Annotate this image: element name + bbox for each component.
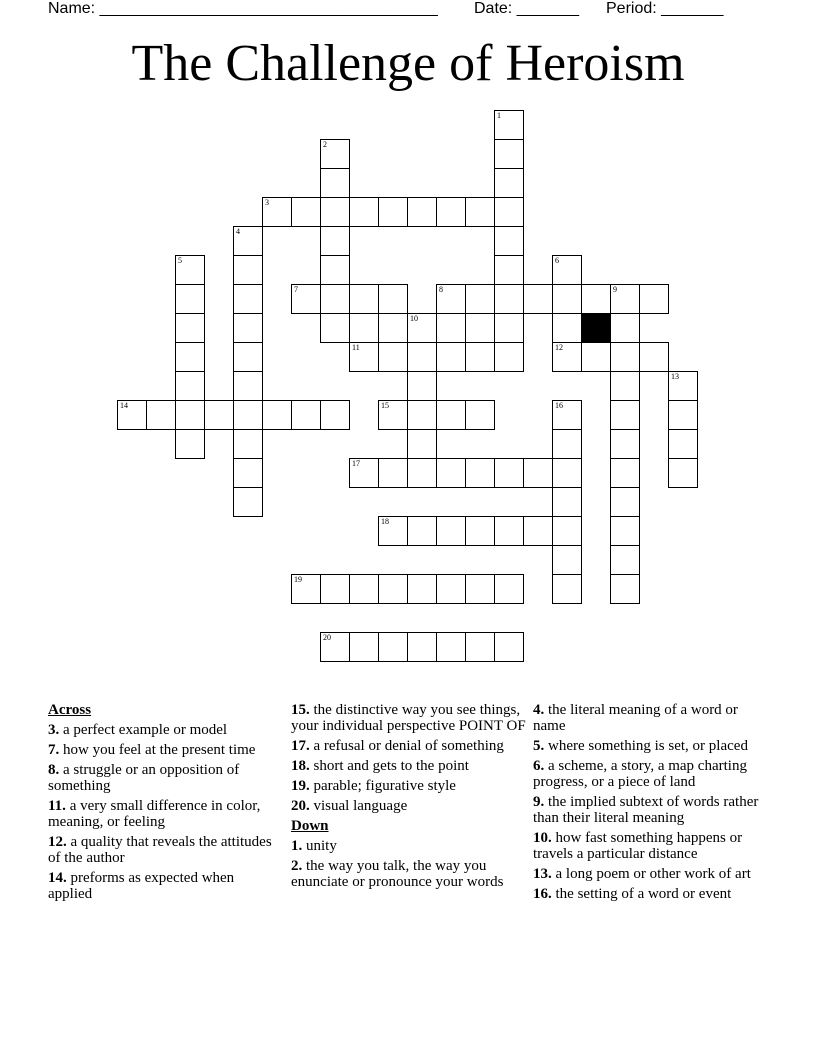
crossword-cell[interactable] <box>436 632 466 662</box>
clue-number: 14 <box>120 401 128 410</box>
clue-item <box>533 886 763 902</box>
clue-number: 16 <box>555 401 563 410</box>
clue-number: 19 <box>294 575 302 584</box>
crossword-cell[interactable] <box>146 400 176 430</box>
page-title: The Challenge of Heroism <box>131 35 685 92</box>
crossword-cell[interactable] <box>494 226 524 256</box>
name-field[interactable]: Name: ______________________________________ <box>48 0 438 17</box>
crossword-cell[interactable] <box>320 400 350 430</box>
clue-item <box>533 866 763 882</box>
clue-number-label: 1. <box>291 838 303 854</box>
clue-number-label: 4. <box>533 702 545 718</box>
crossword-cell[interactable] <box>291 400 321 430</box>
clue-number-label: 14. <box>48 870 67 886</box>
clue-text: a scheme, a story, a map charting progress, or a piece of land <box>533 758 747 790</box>
clue-number: 15 <box>381 401 389 410</box>
crossword-cell[interactable] <box>175 342 205 372</box>
crossword-cell[interactable] <box>378 632 408 662</box>
crossword-cell[interactable] <box>320 313 350 343</box>
crossword-cell[interactable] <box>610 313 640 343</box>
down-heading: Down <box>291 818 329 834</box>
clue-text: a long poem or other work of art <box>555 866 751 882</box>
crossword-cell[interactable] <box>610 487 640 517</box>
crossword-cell[interactable] <box>291 574 321 604</box>
crossword-cell[interactable] <box>581 284 611 314</box>
clue-number-label: 2. <box>291 858 303 874</box>
clue-number-label: 20. <box>291 798 310 814</box>
clue-number-label: 5. <box>533 738 545 754</box>
clue-number: 3 <box>265 198 269 207</box>
clue-item <box>48 762 273 794</box>
clue-number: 13 <box>671 372 679 381</box>
crossword-cell[interactable] <box>668 458 698 488</box>
clue-item <box>291 838 526 854</box>
crossword-cell[interactable] <box>552 342 582 372</box>
crossword-cell[interactable] <box>494 255 524 285</box>
crossword-cell[interactable] <box>175 429 205 459</box>
clue-number-label: 10. <box>533 830 552 846</box>
date-field[interactable]: Date: _______ <box>474 0 579 17</box>
clue-text: preforms as expected when applied <box>48 870 235 902</box>
crossword-cell[interactable] <box>552 516 582 546</box>
crossword-cell[interactable] <box>320 284 350 314</box>
crossword-cell[interactable] <box>552 284 582 314</box>
crossword-cell[interactable] <box>233 284 263 314</box>
clue-number: 18 <box>381 517 389 526</box>
crossword-cell[interactable] <box>465 197 495 227</box>
clue-number: 20 <box>323 633 331 642</box>
crossword-cell[interactable] <box>233 255 263 285</box>
crossword-cell[interactable] <box>465 400 495 430</box>
crossword-cell[interactable] <box>175 284 205 314</box>
crossword-cell[interactable] <box>494 574 524 604</box>
clue-text: the literal meaning of a word or name <box>533 702 738 734</box>
crossword-cell[interactable] <box>320 139 350 169</box>
clue-item <box>291 858 526 890</box>
crossword-cell[interactable] <box>494 168 524 198</box>
clue-text: the distinctive way you see things, your individual perspective POINT OF <box>291 702 526 734</box>
crossword-cell[interactable] <box>494 139 524 169</box>
crossword-cell[interactable] <box>349 284 379 314</box>
crossword-cell[interactable] <box>407 197 437 227</box>
crossword-cell[interactable] <box>320 255 350 285</box>
clue-number-label: 19. <box>291 778 310 794</box>
crossword-cell[interactable] <box>465 284 495 314</box>
clue-item <box>291 758 526 774</box>
crossword-cell[interactable] <box>378 313 408 343</box>
clue-text: a struggle or an opposition of something <box>48 762 240 794</box>
clue-item <box>533 758 763 790</box>
crossword-cell[interactable] <box>233 342 263 372</box>
crossword-cell[interactable] <box>523 458 553 488</box>
crossword-cell[interactable] <box>407 313 437 343</box>
crossword-cell[interactable] <box>639 284 669 314</box>
crossword-cell[interactable] <box>465 632 495 662</box>
crossword-cell[interactable] <box>610 574 640 604</box>
crossword-cell[interactable] <box>610 400 640 430</box>
crossword-cell[interactable] <box>494 110 524 140</box>
clue-number-label: 16. <box>533 886 552 902</box>
clue-number-label: 13. <box>533 866 552 882</box>
clue-number: 11 <box>352 343 360 352</box>
crossword-cell[interactable] <box>407 400 437 430</box>
crossword-cell[interactable] <box>465 574 495 604</box>
clue-text: how fast something happens or travels a particular distance <box>533 830 743 862</box>
crossword-cell[interactable] <box>117 400 147 430</box>
crossword-cell[interactable] <box>378 400 408 430</box>
crossword-cell[interactable] <box>494 342 524 372</box>
crossword-cell[interactable] <box>552 487 582 517</box>
crossword-cell[interactable] <box>233 226 263 256</box>
crossword-cell[interactable] <box>262 400 292 430</box>
clue-column-1 <box>48 702 273 906</box>
clue-item <box>533 830 763 862</box>
crossword-cell[interactable] <box>349 342 379 372</box>
crossword-cell[interactable] <box>407 371 437 401</box>
crossword-cell[interactable] <box>552 313 582 343</box>
crossword-cell[interactable] <box>320 197 350 227</box>
clue-number-label: 6. <box>533 758 545 774</box>
crossword-cell[interactable] <box>436 400 466 430</box>
crossword-cell[interactable] <box>378 197 408 227</box>
clue-item <box>291 702 526 734</box>
crossword-cell[interactable] <box>407 632 437 662</box>
crossword-cell[interactable] <box>465 313 495 343</box>
crossword-cell[interactable] <box>378 458 408 488</box>
clue-number: 12 <box>555 343 563 352</box>
crossword-cell[interactable] <box>349 313 379 343</box>
crossword-cell[interactable] <box>552 574 582 604</box>
clue-number-label: 15. <box>291 702 310 718</box>
crossword-cell[interactable] <box>407 458 437 488</box>
clue-text: a quality that reveals the attitudes of the author <box>48 834 272 866</box>
clue-text: the implied subtext of words rather than their literal meaning <box>533 794 759 826</box>
clue-number: 5 <box>178 256 182 265</box>
crossword-cell[interactable] <box>378 342 408 372</box>
crossword-cell[interactable] <box>320 574 350 604</box>
clue-item <box>533 794 763 826</box>
crossword-cell[interactable] <box>523 516 553 546</box>
crossword-cell[interactable] <box>465 458 495 488</box>
crossword-cell[interactable] <box>494 313 524 343</box>
crossword-cell[interactable] <box>378 516 408 546</box>
clue-number: 4 <box>236 227 240 236</box>
crossword-cell[interactable] <box>233 313 263 343</box>
crossword-cell[interactable] <box>494 516 524 546</box>
crossword-cell[interactable] <box>349 458 379 488</box>
clue-item <box>48 870 273 902</box>
crossword-cell[interactable] <box>378 574 408 604</box>
clue-number: 17 <box>352 459 360 468</box>
crossword-cell[interactable] <box>494 197 524 227</box>
clue-number-label: 9. <box>533 794 545 810</box>
crossword-cell[interactable] <box>436 458 466 488</box>
clue-number-label: 12. <box>48 834 67 850</box>
crossword-cell[interactable] <box>407 574 437 604</box>
crossword-cell[interactable] <box>378 284 408 314</box>
crossword-cell[interactable] <box>175 371 205 401</box>
clue-number-label: 11. <box>48 798 66 814</box>
clue-item <box>48 798 273 830</box>
clue-item <box>48 722 273 738</box>
crossword-cell[interactable] <box>233 429 263 459</box>
crossword-cell[interactable] <box>262 197 292 227</box>
crossword-cell[interactable] <box>465 516 495 546</box>
crossword-cell[interactable] <box>291 197 321 227</box>
crossword-cell[interactable] <box>610 545 640 575</box>
crossword-cell[interactable] <box>407 342 437 372</box>
crossword-cell[interactable] <box>407 516 437 546</box>
crossword-cell[interactable] <box>610 429 640 459</box>
crossword-cell[interactable] <box>436 574 466 604</box>
clue-number-label: 3. <box>48 722 60 738</box>
clue-item <box>48 834 273 866</box>
clue-text: a perfect example or model <box>63 722 228 738</box>
crossword-cell[interactable] <box>668 429 698 459</box>
clue-item <box>48 742 273 758</box>
crossword-cell[interactable] <box>436 284 466 314</box>
clue-item <box>291 778 526 794</box>
crossword-cell[interactable] <box>494 632 524 662</box>
crossword-cell[interactable] <box>233 458 263 488</box>
crossword-cell[interactable] <box>320 632 350 662</box>
clue-text: visual language <box>313 798 408 814</box>
crossword-cell[interactable] <box>233 400 263 430</box>
clue-number: 10 <box>410 314 418 323</box>
clue-number-label: 7. <box>48 742 60 758</box>
across-heading: Across <box>48 702 92 718</box>
crossword-cell[interactable] <box>320 168 350 198</box>
clue-text: a very small difference in color, meaning, or feeling <box>48 798 261 830</box>
clue-number-label: 17. <box>291 738 310 754</box>
period-field[interactable]: Period: _______ <box>606 0 724 17</box>
clue-item <box>291 738 526 754</box>
crossword-cell[interactable] <box>610 342 640 372</box>
clue-text: unity <box>306 838 337 854</box>
black-square <box>581 313 611 343</box>
clue-number-label: 18. <box>291 758 310 774</box>
clue-text: the way you talk, the way you enunciate or pronounce your words <box>291 858 504 890</box>
crossword-cell[interactable] <box>233 487 263 517</box>
clue-text: short and gets to the point <box>313 758 469 774</box>
crossword-cell[interactable] <box>349 574 379 604</box>
crossword-cell[interactable] <box>436 342 466 372</box>
crossword-cell[interactable] <box>610 458 640 488</box>
crossword-cell[interactable] <box>291 284 321 314</box>
crossword-cell[interactable] <box>494 284 524 314</box>
crossword-cell[interactable] <box>639 342 669 372</box>
crossword-cell[interactable] <box>407 429 437 459</box>
crossword-cell[interactable] <box>494 458 524 488</box>
crossword-cell[interactable] <box>552 255 582 285</box>
crossword-cell[interactable] <box>233 371 263 401</box>
clue-number: 6 <box>555 256 559 265</box>
clue-number-label: 8. <box>48 762 60 778</box>
crossword-cell[interactable] <box>668 400 698 430</box>
crossword-cell[interactable] <box>610 371 640 401</box>
crossword-cell[interactable] <box>436 313 466 343</box>
crossword-cell[interactable] <box>436 516 466 546</box>
crossword-cell[interactable] <box>668 371 698 401</box>
crossword-cell[interactable] <box>349 197 379 227</box>
clue-number: 9 <box>613 285 617 294</box>
clue-item <box>533 738 763 754</box>
crossword-cell[interactable] <box>552 458 582 488</box>
clue-text: how you feel at the present time <box>63 742 256 758</box>
crossword-cell[interactable] <box>204 400 234 430</box>
crossword-cell[interactable] <box>610 516 640 546</box>
clue-column-2 <box>291 702 526 894</box>
crossword-cell[interactable] <box>175 313 205 343</box>
clue-text: a refusal or denial of something <box>313 738 504 754</box>
crossword-cell[interactable] <box>552 545 582 575</box>
crossword-cell[interactable] <box>610 284 640 314</box>
clue-column-3 <box>533 702 763 906</box>
clue-number: 1 <box>497 111 501 120</box>
crossword-cell[interactable] <box>436 197 466 227</box>
clue-number: 2 <box>323 140 327 149</box>
crossword-cell[interactable] <box>320 226 350 256</box>
crossword-cell[interactable] <box>349 632 379 662</box>
crossword-cell[interactable] <box>552 400 582 430</box>
crossword-cell[interactable] <box>175 255 205 285</box>
clue-text: the setting of a word or event <box>555 886 732 902</box>
crossword-cell[interactable] <box>465 342 495 372</box>
clue-text: where something is set, or placed <box>548 738 748 754</box>
crossword-cell[interactable] <box>552 429 582 459</box>
crossword-cell[interactable] <box>175 400 205 430</box>
crossword-cell[interactable] <box>581 342 611 372</box>
clue-item <box>291 798 526 814</box>
clue-number: 7 <box>294 285 298 294</box>
clue-item <box>533 702 763 734</box>
clue-number: 8 <box>439 285 443 294</box>
clue-text: parable; figurative style <box>313 778 456 794</box>
crossword-cell[interactable] <box>523 284 553 314</box>
